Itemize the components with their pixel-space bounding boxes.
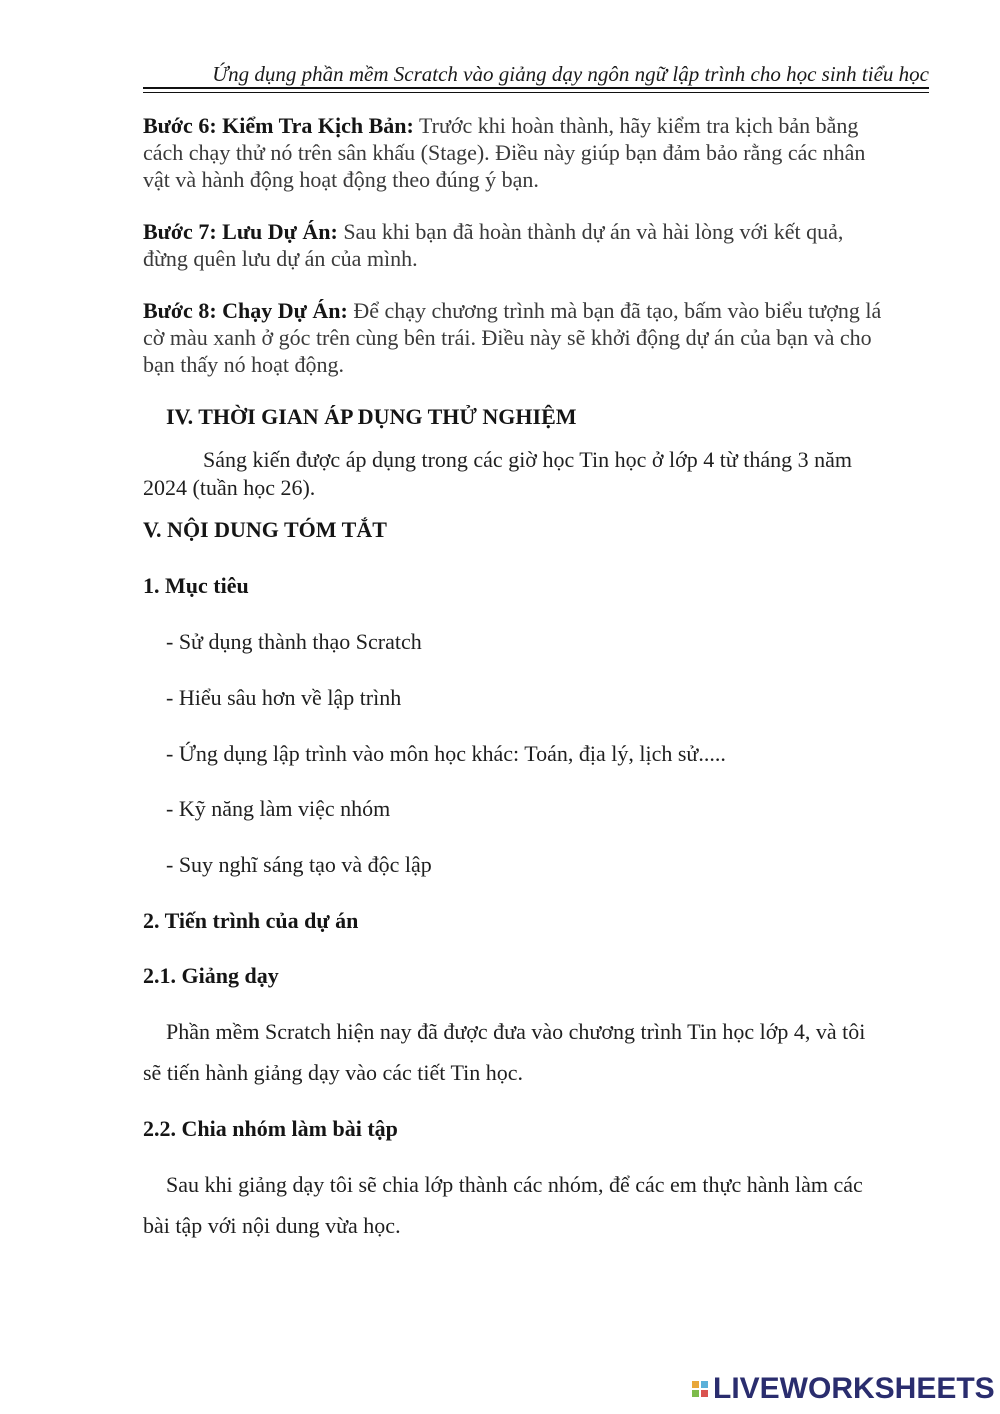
step-8-line-2: cờ màu xanh ở góc trên cùng bên trái. Điều này sẽ khởi động dự án của bạn và cho [143,325,872,350]
section-4-heading: IV. THỜI GIAN ÁP DỤNG THỬ NGHIỆM [166,404,577,429]
section-4-line-1: Sáng kiến được áp dụng trong các giờ học Tin học ở lớp 4 từ tháng 3 năm [203,447,853,472]
liveworksheets-logo [692,1372,995,1406]
objective-item: - Ứng dụng lập trình vào môn học khác: Toán, địa lý, lịch sử..... [166,741,726,766]
step-7-label: Bước 7: Lưu Dự Án: [143,219,338,244]
logo-grid-icon [692,1381,708,1397]
page-header-title: Ứng dụng phần mềm Scratch vào giảng dạy ngôn ngữ lập trình cho học sinh tiểu học [212,62,929,86]
objective-item: - Suy nghĩ sáng tạo và độc lập [166,852,432,877]
objective-item: - Hiểu sâu hơn về lập trình [166,685,402,710]
logo-square [692,1390,699,1397]
step-6-line-1: Trước khi hoàn thành, hãy kiểm tra kịch bản bằng [418,113,859,138]
teaching-heading: 2.1. Giảng dạy [143,963,279,988]
step-7 [143,218,929,272]
logo-text: LIVEWORKSHEETS [713,1372,995,1405]
step-8-line-1: Để chạy chương trình mà bạn đã tạo, bấm vào biểu tượng lá [353,298,882,323]
group-work-line-2: bài tập với nội dung vừa học. [143,1213,401,1238]
logo-square [692,1381,699,1388]
header-rule-thin [143,92,929,93]
objective-item: - Sử dụng thành thạo Scratch [166,629,422,654]
step-7-line-1: Sau khi bạn đã hoàn thành dự án và hài lòng với kết quả, [343,219,844,244]
logo-square [701,1381,708,1388]
step-6-label: Bước 6: Kiểm Tra Kịch Bản: [143,113,414,138]
section-5-heading: V. NỘI DUNG TÓM TẮT [143,517,387,542]
step-6-line-2: cách chạy thử nó trên sân khấu (Stage). Điều này giúp bạn đảm bảo rằng các nhân [143,140,866,165]
group-work-line-1: Sau khi giảng dạy tôi sẽ chia lớp thành các nhóm, để các em thực hành làm các [166,1172,863,1197]
teaching-line-1: Phần mềm Scratch hiện nay đã được đưa vào chương trình Tin học lớp 4, và tôi [166,1019,866,1044]
header-rule-thick [143,87,929,89]
logo-square [701,1390,708,1397]
group-work-heading: 2.2. Chia nhóm làm bài tập [143,1116,398,1141]
step-8-line-3: bạn thấy nó hoạt động. [143,352,345,377]
objective-item: - Kỹ năng làm việc nhóm [166,796,391,821]
project-process-heading: 2. Tiến trình của dự án [143,908,359,933]
section-4-line-2: 2024 (tuần học 26). [143,475,316,500]
step-8 [143,297,929,378]
step-6 [143,112,929,193]
teaching-line-2: sẽ tiến hành giảng dạy vào các tiết Tin học. [143,1060,524,1085]
step-6-line-3: vật và hành động hoạt động theo đúng ý bạn. [143,167,539,192]
step-7-line-2: đừng quên lưu dự án của mình. [143,246,418,271]
step-8-label: Bước 8: Chạy Dự Án: [143,298,348,323]
objectives-heading: 1. Mục tiêu [143,573,249,598]
